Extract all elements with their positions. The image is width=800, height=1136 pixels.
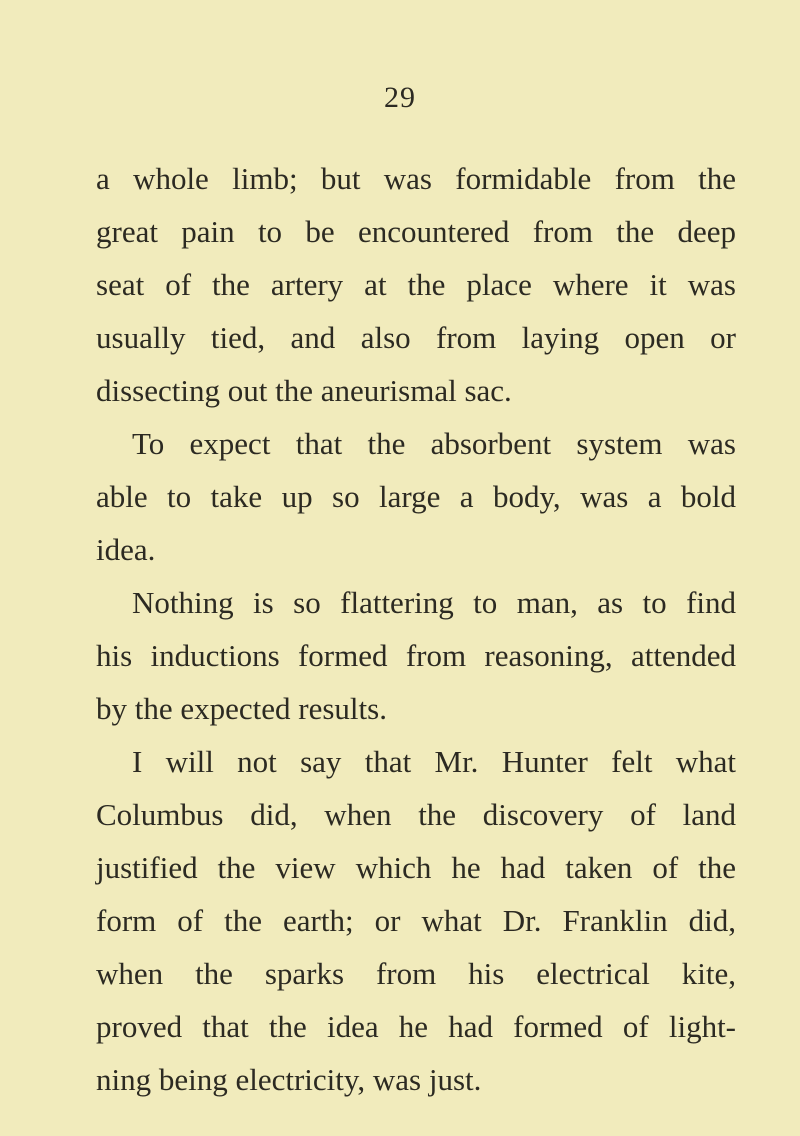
text-line: To expect that the absorbent system was [132,426,736,461]
text-line: Nothing is so flattering to man, as to find [132,585,736,620]
text-line: Columbus did, when the discovery of land [96,797,736,832]
text-line: form of the earth; or what Dr. Franklin did, [96,903,736,938]
text-line: a whole limb; but was formidable from the [96,161,736,196]
text-line: idea. [96,532,156,567]
text-line: his inductions formed from reasoning, attended [96,638,736,673]
text-line: dissecting out the aneurismal sac. [96,373,512,408]
text-line: I will not say that Mr. Hunter felt what [132,744,736,779]
text-line: ning being electricity, was just. [96,1062,482,1097]
text-line: when the sparks from his electrical kite, [96,956,736,991]
text-line: seat of the artery at the place where it was [96,267,736,302]
text-line: great pain to be encountered from the deep [96,214,736,249]
text-line: justified the view which he had taken of the [96,850,736,885]
text-line: able to take up so large a body, was a bold [96,479,736,514]
body-text [96,160,736,1114]
text-line: usually tied, and also from laying open or [96,320,736,355]
text-line: by the expected results. [96,691,387,726]
text-line: proved that the idea he had formed of light- [96,1009,736,1044]
page-number: 29 [384,81,416,114]
